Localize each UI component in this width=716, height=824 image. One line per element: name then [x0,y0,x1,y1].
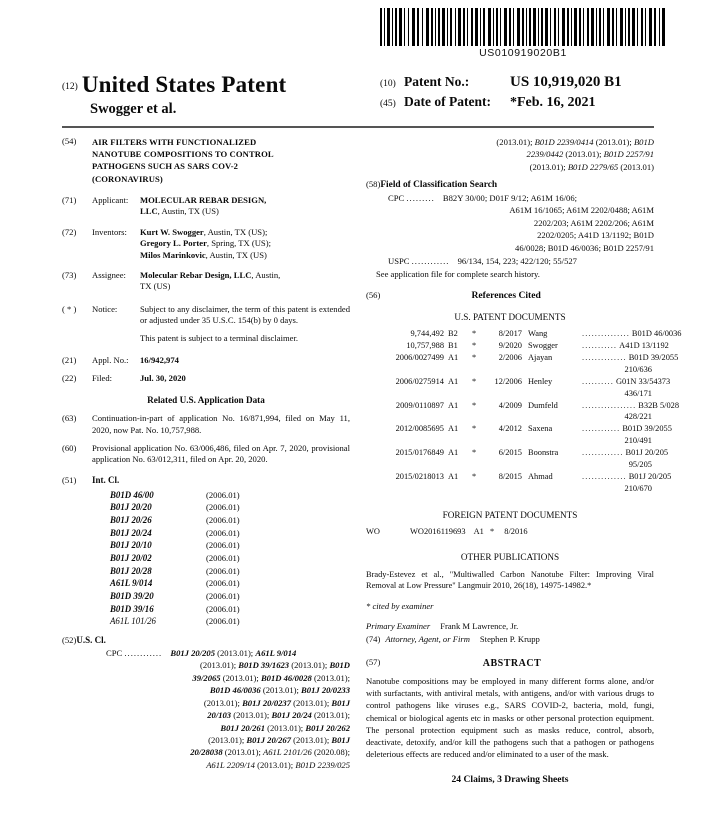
primary-examiner-value: Frank M Lawrence, Jr. [440,620,519,631]
ref-star: * [472,472,477,482]
int-cl-row [110,514,350,527]
cpc-continuation-block [366,136,654,173]
ref-kind: A1 [448,376,459,386]
int-cl-row [110,590,350,603]
int-cl-code: B01J 20/20 [110,502,152,513]
cpc-cont-line-1: 2239/0442 (2013.01); B01D 2257/91 [526,149,654,160]
notice-value [140,304,350,344]
attorney-value: Stephen P. Krupp [479,634,540,645]
ref-leader: .............. [582,352,627,362]
field-54-title [62,136,350,185]
assignee-value [140,270,350,293]
notice-paragraph-2: This patent is subject to a terminal disclaimer. [140,332,298,343]
attorney-label: Attorney, Agent, or Firm [385,634,470,645]
field-51-int-cl [62,475,350,628]
foc-uspc-dots: ............ [411,256,450,267]
abstract-heading-row [366,657,654,670]
ref-name: Henley [528,376,553,386]
int-cl-version: (2006.01) [206,590,240,601]
ref-name: Ajayan [528,352,553,362]
foreign-number [410,526,654,537]
ref-leader: ........... [582,340,618,350]
foc-cpc-dots: ......... [406,192,435,203]
int-cl-code: B01J 20/28 [110,565,152,576]
ref-kind: B2 [448,329,458,339]
left-column [62,136,350,771]
field-code-22: (22) [62,373,77,384]
field-of-search-heading: Field of Classification Search [380,180,498,191]
ref-leader: ................. [582,400,637,410]
field-code-57: (57) [366,656,381,667]
cpc-line-7: (2013.01); B01J 20/267 (2013.01); B01J [208,734,350,745]
int-cl-code: A61L 9/014 [110,578,153,589]
foc-cpc-label: CPC [388,192,405,203]
ref-star: * [472,424,477,434]
ref-name: Wang [528,329,548,339]
abstract-heading: ABSTRACT [482,657,542,669]
cpc-dots: ............ [124,647,163,658]
other-publications-heading: OTHER PUBLICATIONS [460,552,560,563]
int-cl-code: B01D 39/16 [110,603,154,614]
int-cl-code: B01J 20/26 [110,515,152,526]
table-row [366,471,672,483]
ref-class: B01J 20/205 [628,472,672,482]
int-cl-code: B01J 20/02 [110,552,152,563]
field-73-assignee [62,270,350,293]
ref-star: * [472,352,477,362]
cpc-line-8: 20/28038 (2013.01); A61L 2101/26 (2020.08); [190,747,350,758]
field-code-56: (56) [366,290,381,301]
ref-kind: B1 [448,340,458,350]
cpc-line-0: B01J 20/205 (2013.01); A61L 9/014 [170,647,297,658]
table-row [366,352,679,364]
foc-cpc-line-2: 2202/203; A61M 2202/206; A61M [533,217,654,228]
cpc-line-1: (2013.01); B01D 39/1623 (2013.01); B01D [200,660,350,671]
cpc-line-2: 39/2065 (2013.01); B01D 46/0028 (2013.01); [192,672,350,683]
masthead-right [380,74,660,114]
int-cl-heading: Int. Cl. [92,474,120,485]
inventors-value [140,227,350,261]
ref-number: 2006/0027499 [395,352,444,362]
us-cl-cpc-first-line [106,647,350,659]
right-column [366,136,682,787]
cpc-cont-line-2: (2013.01); B01D 2279/65 (2013.01) [529,161,654,172]
int-cl-version: (2006.01) [206,603,240,614]
foreign-date: 8/2016 [504,527,528,537]
foc-see-line: See application file for complete search history. [376,268,540,279]
foc-cpc-line-1: A61M 16/1065; A61M 2202/0488; A61M [509,205,654,216]
title-line-1: AIR FILTERS WITH FUNCTIONALIZED [92,137,257,147]
notice-paragraph-1: Subject to any disclaimer, the term of this patent is extended or adjusted under 35 U.S.C. 154(b) by 0 days. [140,303,350,326]
foreign-kind: A1 [473,527,484,537]
cpc-line-5: 20/103 (2013.01); B01J 20/24 (2013.01); [207,710,350,721]
int-cl-version: (2006.01) [206,616,240,627]
patent-number-row [380,74,660,91]
assignee-line-2: TX (US) [140,281,171,292]
int-cl-row [110,615,350,628]
abstract-text: Nanotube compositions may be employed in many different forms alone, and/or with surfactants, with antiviral metals, with antigens, and/or with various drugs to control pathogens like viruses e.g., SARS COVID-2, bacteria, mold, fungi, chemical or biological agents etc in masks or other personal protection equipment. The personal protection equipment such as masks reduce, control, absorb, deactivate, detoxify, and/or kill the pathogens such that a pathogen or pathogens deleterious effects are reduced and/or eliminated to a user of the mask. [366,675,654,760]
barcode-block [378,8,668,59]
ref-class: B01D 39/2055 [622,424,672,434]
date-of-patent-value: *Feb. 16, 2021 [510,95,596,110]
barcode-icon [378,8,668,46]
int-cl-version: (2006.01) [206,489,240,500]
ref-star: * [472,376,477,386]
appl-no-value: 16/942,974 [140,355,179,366]
ref-leader: ............ [582,424,621,434]
field-notice [62,304,350,344]
cpc-line-3: B01D 46/0036 (2013.01); B01J 20/0233 [209,685,350,696]
ref-star: * [472,448,477,458]
field-code-71: (71) [62,194,77,205]
appl-no-label: Appl. No.: [92,355,129,366]
assignee-label: Assignee: [92,269,126,280]
references-cited-heading: References Cited [471,290,541,302]
title-line-4: (CORONAVIRUS) [92,173,163,184]
ref-kind: A1 [448,352,459,362]
claims-drawings-line: 24 Claims, 3 Drawing Sheets [451,774,569,786]
ref-class: B01D 46/0036 [631,329,682,339]
field-code-73: (73) [62,269,77,280]
foc-uspc-line [388,255,654,267]
field-60-provisional [62,443,350,466]
continuation-text: Continuation-in-part of application No. 16/871,994, filed on May 11, 2020, now Pat. No. 10,757,988. [92,413,350,435]
masthead-left [62,72,362,118]
ref-subclass: 210/670 [624,484,652,493]
ref-date: 8/2017 [498,329,522,339]
inventor-line: Swogger et al. [90,101,177,117]
int-cl-table [110,489,350,628]
int-cl-code: A61L 101/26 [110,616,156,627]
ref-kind: A1 [448,472,459,482]
primary-examiner-label: Primary Examiner [366,620,431,631]
ref-kind: A1 [448,400,459,410]
ref-number: 10,757,988 [406,340,444,350]
field-code-54: (54) [62,136,77,146]
ref-leader: ............... [582,329,630,339]
inventor-3: Milos Marinkovic, Austin, TX (US) [140,249,267,260]
us-cl-heading: U.S. Cl. [76,634,106,645]
ref-name: Dumfeld [528,400,558,410]
ref-date: 4/2012 [498,424,522,434]
ref-leader: .......... [582,376,614,386]
foc-cpc-line-4: 46/0028; B01D 46/0036; B01D 2257/91 [515,242,654,253]
us-cl-cpc-block [106,647,350,772]
ref-number: 2006/0275914 [395,376,444,386]
ref-leader: ............. [582,448,624,458]
related-application-heading: Related U.S. Application Data [147,394,265,405]
field-58-field-of-search [366,179,654,280]
field-code-10: (10) [380,79,396,89]
field-code-45: (45) [380,99,396,109]
applicant-line-2: LLC, Austin, TX (US) [140,206,219,217]
ref-name: Saxena [528,424,553,434]
ref-number: 2015/0218013 [395,472,444,482]
ref-subclass: 436/171 [624,388,652,398]
cited-by-examiner: * cited by examiner [366,601,434,612]
int-cl-version: (2006.01) [206,552,240,563]
patent-no-value: US 10,919,020 B1 [510,74,622,90]
attorney-row [366,634,654,645]
field-code-52: (52) [62,634,77,645]
field-code-asterisk: ( * ) [62,303,77,314]
assignee-line-1: Molecular Rebar Design, LLC, Austin, [140,269,281,280]
int-cl-row [110,577,350,590]
table-row [366,423,672,435]
title-line-2: NANOTUBE COMPOSITIONS TO CONTROL [92,149,274,160]
ref-number: 2009/0110897 [395,400,444,410]
ref-class: B32B 5/028 [638,400,680,410]
inventors-label: Inventors: [92,226,127,237]
ref-name: Swogger [528,340,558,350]
cpc-line-9: A61L 2209/14 (2013.01); B01D 2239/025 [206,759,350,770]
primary-examiner-row [366,621,654,632]
foreign-doc-number: WO2016119693 [410,527,466,537]
other-publication-entry: Brady-Estevez et al., "Multiwalled Carbon Nanotube Filter: Improving Viral Removal at Low Pressure" Langmuir 2010, 26(18), 14975-14982.* [366,569,654,591]
field-22-filed [62,373,350,384]
field-code-72: (72) [62,226,77,237]
ref-subclass: 210/636 [624,364,652,374]
ref-number: 9,744,492 [410,329,444,339]
applicant-line-1: MOLECULAR REBAR DESIGN, [140,194,267,205]
int-cl-version: (2006.01) [206,502,240,513]
int-cl-code: B01D 39/20 [110,590,154,601]
int-cl-row [110,603,350,616]
int-cl-code: B01D 46/00 [110,489,154,500]
ref-star: * [472,340,477,350]
ref-class: B01D 39/2055 [628,352,679,362]
ref-name: Ahmad [528,472,553,482]
foreign-patent-documents-heading: FOREIGN PATENT DOCUMENTS [442,509,578,520]
title-line-3: PATHOGENS SUCH AS SARS COV-2 [92,161,239,172]
filed-label: Filed: [92,373,113,384]
int-cl-row [110,552,350,565]
int-cl-version: (2006.01) [206,527,240,538]
int-cl-row [110,489,350,502]
ref-date: 8/2015 [498,472,522,482]
field-code-58: (58) [366,179,381,190]
ref-class: G01N 33/54373 [615,376,671,386]
foreign-star: * [489,527,495,537]
invention-title [92,136,350,185]
int-cl-version: (2006.01) [206,540,240,551]
int-cl-row [110,501,350,514]
us-patent-documents-table [366,328,682,495]
us-patent-documents-heading: U.S. PATENT DOCUMENTS [454,311,566,322]
inventor-2: Gregory L. Porter, Spring, TX (US); [140,238,271,249]
applicant-value [140,195,350,218]
field-63-continuation [62,413,350,436]
ref-kind: A1 [448,424,459,434]
header-divider [62,126,654,128]
provisional-text: Provisional application No. 63/006,486, filed on Apr. 7, 2020, provisional application No. 63/012,311, filed on Apr. 20, 2020. [92,442,350,465]
inventor-1: Kurt W. Swogger, Austin, TX (US); [140,226,268,237]
table-row [366,340,669,352]
foc-uspc-label: USPC [388,256,410,267]
patent-no-label: Patent No.: [404,74,470,89]
foc-cpc-line-3: 2202/0205; A41D 13/1192; B01D [537,230,654,241]
filed-value: Jul. 30, 2020 [140,373,186,384]
field-code-21: (21) [62,355,77,366]
int-cl-code: B01J 20/24 [110,527,152,538]
ref-number: 2015/0176849 [395,448,444,458]
table-row [366,328,682,340]
applicant-label: Applicant: [92,194,129,205]
field-code-51: (51) [62,474,77,485]
int-cl-version: (2006.01) [206,578,240,589]
barcode-number: US010919020B1 [479,47,567,59]
field-21-appl-no [62,355,350,366]
ref-class: A41D 13/1192 [619,340,669,350]
int-cl-version: (2006.01) [206,565,240,576]
ref-star: * [472,400,477,410]
cpc-cont-line-0: (2013.01); B01D 2239/0414 (2013.01); B01D [496,137,654,147]
ref-number: 2012/0085695 [395,424,444,434]
masthead [62,72,654,124]
ref-date: 4/2009 [498,400,522,410]
ref-subclass: 428/221 [624,412,652,422]
date-of-patent-label: Date of Patent: [404,94,491,109]
field-code-63: (63) [62,413,77,424]
cpc-line-4: (2013.01); B01J 20/0237 (2013.01); B01J [203,697,350,708]
field-71-applicant [62,195,350,218]
table-row [366,447,669,459]
field-72-inventors [62,227,350,261]
cpc-line-6: B01J 20/261 (2013.01); B01J 20/262 [220,722,350,733]
field-56-references [366,290,682,613]
foreign-country: WO [366,527,380,537]
ref-star: * [472,329,477,339]
int-cl-row [110,539,350,552]
ref-date: 2/2006 [498,352,522,362]
ref-subclass: 95/205 [628,460,652,470]
field-52-us-cl [62,635,350,772]
field-code-74: (74) [366,634,381,645]
notice-label: Notice: [92,303,118,314]
field-of-search-body [376,192,654,280]
foc-cpc-line-0: B82Y 30/00; D01F 9/12; A61M 16/06; [442,192,577,203]
cpc-label: CPC [106,647,123,658]
ref-kind: A1 [448,448,459,458]
table-row [366,376,671,388]
int-cl-code: B01J 20/10 [110,540,152,551]
ref-name: Boonstra [528,448,559,458]
patent-date-row [380,94,660,111]
page-title: United States Patent [81,72,287,97]
foc-uspc-value: 96/134, 154, 223; 422/120; 55/527 [457,256,577,267]
int-cl-version: (2006.01) [206,515,240,526]
ref-date: 9/2020 [498,340,522,350]
field-code-60: (60) [62,442,77,453]
foreign-table-row [366,526,654,537]
int-cl-row [110,527,350,540]
ref-date: 6/2015 [498,448,522,458]
ref-leader: .............. [582,472,627,482]
field-code-12: (12) [62,82,78,92]
ref-class: B01J 20/205 [625,448,669,458]
int-cl-row [110,565,350,578]
ref-subclass: 210/491 [624,436,652,446]
ref-date: 12/2006 [494,376,522,386]
foc-cpc-first-line [388,192,654,204]
table-row [366,400,680,412]
